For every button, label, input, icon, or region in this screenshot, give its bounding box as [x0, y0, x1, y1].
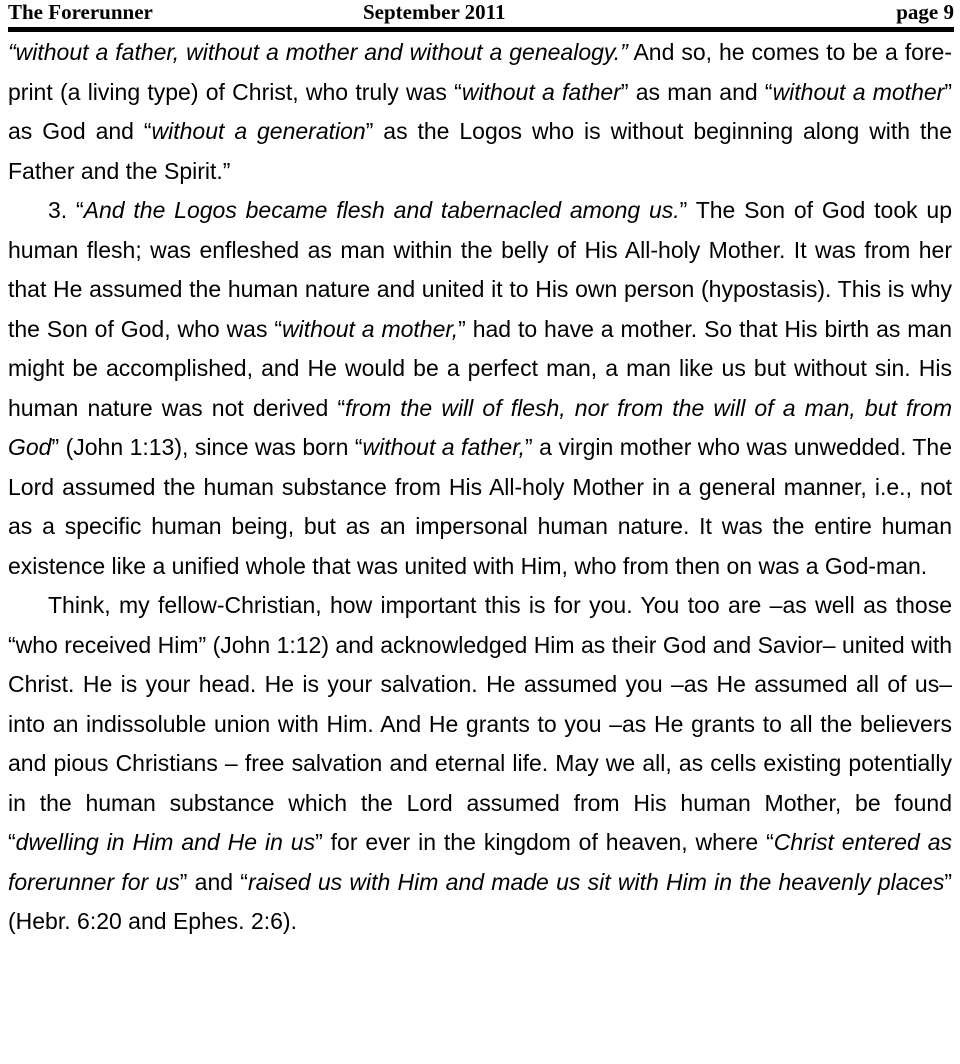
quote-italic: from the will of flesh, nor from the will of a man, but from God	[8, 394, 952, 460]
text-run: ” for ever in the kingdom of heaven, where “	[315, 829, 774, 855]
text-run: ” had to have a mother. So that His birth as man might be accomplished, and He would be a perfect man, a man like us but without sin. His human nature was not derived “	[8, 315, 952, 421]
quote-italic: without a generation	[151, 118, 366, 144]
text-run: ” The Son of God took up human flesh; was enfleshed as man within the belly of His All-holy Mother. It was from her that He assumed the human nature and united it to His own person (hypostasis). This is why the Son of God, who was “	[8, 197, 952, 342]
quote-italic: without a mother	[772, 78, 945, 105]
quote-italic: And the Logos became flesh and tabernacled among us.	[83, 197, 680, 223]
header-rule	[8, 27, 954, 32]
paragraph-3	[8, 586, 952, 942]
quote-italic: “without a father, without a mother and without a genealogy.”	[8, 39, 628, 65]
quote-italic: raised us with Him and made us sit with Him in the heavenly places	[247, 868, 945, 895]
paragraph-2	[8, 191, 952, 586]
quote-italic: dwelling in Him and He in us	[15, 829, 316, 855]
paragraph-1	[8, 33, 952, 191]
text-run: Think, my fellow-Christian, how important this is for you. You too are –as well as those “who received Him” (John 1:12) and acknowledged Him as their God and Savior– united with Christ. He is your head. He is your salvation. He assumed you –as He assumed all of us– into an indissoluble union with Him. And He grants to you –as He grants to all the believers and pious Christians – free salvation and eternal life. May we all, as cells existing potentially in the human substance which the Lord assumed from His human Mother, be found “	[8, 592, 952, 855]
text-run: ” and “	[179, 868, 248, 895]
text-run: ” as the Logos who is without beginning along with the Father and the Spirit.”	[8, 118, 952, 184]
text-run: ” as man and “	[620, 78, 773, 105]
article-body	[8, 33, 952, 942]
quote-italic: without a mother,	[282, 315, 459, 342]
text-run: ” (John 1:13), since was born “	[51, 434, 363, 460]
text-run: ” (Hebr. 6:20 and Ephes. 2:6).	[8, 868, 952, 934]
publication-title: The Forerunner	[8, 0, 153, 24]
text-run: 3. “	[48, 197, 84, 223]
text-run: And so, he comes to be a fore-print (a living type) of Christ, who truly was “	[8, 39, 952, 105]
quote-italic: without a father,	[362, 434, 525, 460]
text-run: ” a virgin mother who was unwedded. The Lord assumed the human substance from His All-holy Mother in a general manner, i.e., not as a specific human being, but as an impersonal human nature. It was the entire human existence like a unified whole that was united with Him, who from then on was a God-man.	[8, 434, 953, 579]
quote-italic: Christ entered as forerunner for us	[8, 829, 952, 895]
page-number: page 9	[896, 0, 954, 24]
quote-italic: without a father	[461, 78, 621, 105]
text-run: ” as God and “	[8, 78, 952, 144]
running-header	[8, 0, 954, 26]
issue-date: September 2011	[363, 0, 506, 24]
